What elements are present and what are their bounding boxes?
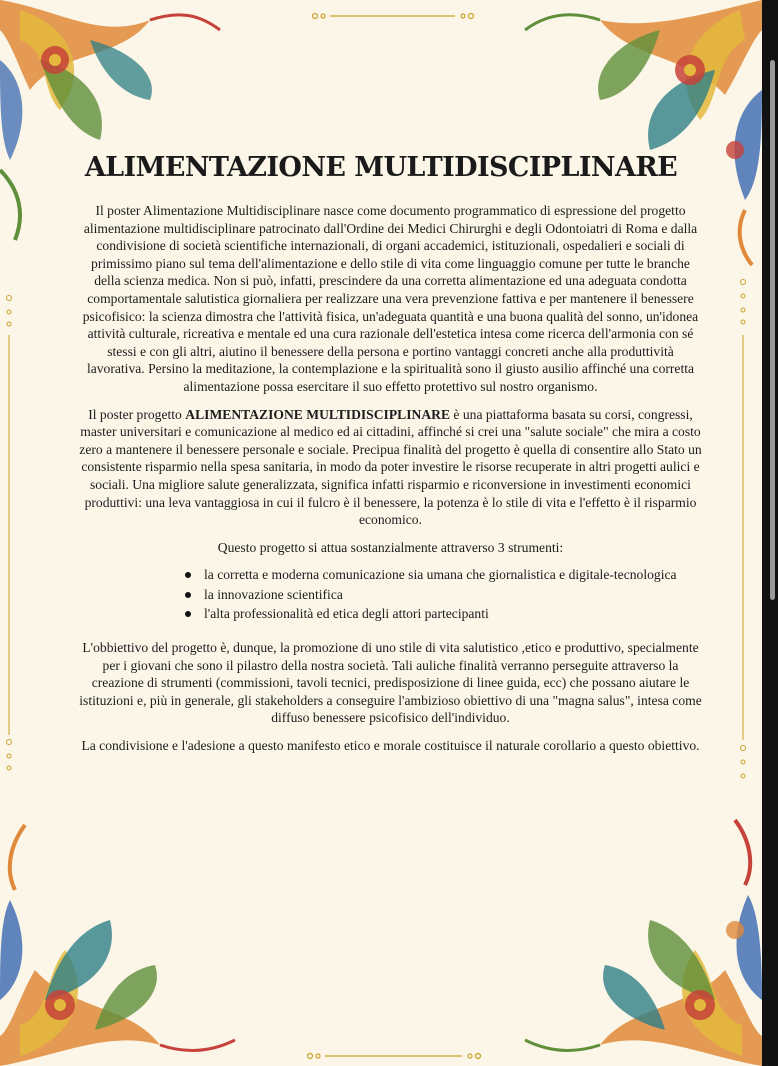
top-rule-ornament xyxy=(313,14,474,19)
bullet-icon xyxy=(185,592,191,598)
paragraph-project-highlight: ALIMENTAZIONE MULTIDISCIPLINARE xyxy=(185,406,451,422)
manifesto-text xyxy=(78,202,703,765)
list-item-text: l'alta professionalità ed etica degli attori partecipanti xyxy=(204,606,489,622)
paragraph-objective: L'obbiettivo del progetto è, dunque, la promozione di uno stile di vita salutistico ,etico e produttivo, specialmente per i giovani che sono il pilastro della nostra società. Tali auliche finalità verranno perseguite attraverso la creazione di strumenti (commissioni, tavoli tecnici, predisposizione di linee guida, ecc) che possano aiutare le istituzioni e, più in generale, gli stakeholders a conseguire l'ambizioso obiettivo di una "magna salus", intesa come diffuso benessere psicofisico dell'individuo. xyxy=(79,640,702,726)
bottom-left-floral-corner xyxy=(0,825,235,1066)
left-bead-ornament xyxy=(7,296,12,771)
paragraph-intro: Il poster Alimentazione Multidisciplinare nasce come documento programmatico di espressione del progetto alimentazione multidisciplinare patrocinato dall'Ordine dei Medici Chirurghi e degli Odontoiatri di Roma e dalla condivisione di società scientifiche internazionali, di organi accademici, istituzionali, ospedalieri e sociali di primissimo piano sul tema dell'alimentazione e dello stile di vita come linguaggio comune per tutte le branche della scienza medica. Non si può, infatti, prescindere da una corretta alimentazione ed una adeguata condotta comportamentale salutistica giornaliera per realizzare una vera prevenzione fattiva e per mantenere il benessere psicofisico: la scienza dimostra che l'attività fisica, un'adeguata quantità e una buona qualità del sonno, un'idonea attività culturale, ricreativa e mentale ed una cura razionale dell'estetica intesa come ricerca dell'armonia con sé stessi e con gli altri, aiutino il benessere della persona e portino vantaggi concreti anche alla produttività lavorativa. Persino la meditazione, la contemplazione e la spiritualità sono il giusto ausilio affinché una corretta alimentazione possa esercitare il suo effetto protettivo sul nostro organismo. xyxy=(82,203,699,394)
scrollbar[interactable] xyxy=(770,60,775,600)
list-item xyxy=(185,605,703,623)
paragraph-closing: La condivisione e l'adesione a questo manifesto etico e morale costituisce il naturale corollario a questo obiettivo. xyxy=(81,738,700,754)
tools-intro: Questo progetto si attua sostanzialmente attraverso 3 strumenti: xyxy=(217,539,564,555)
list-item xyxy=(185,586,703,604)
bottom-rule-ornament xyxy=(308,1054,481,1059)
paragraph-project xyxy=(78,406,703,529)
bottom-right-floral-corner xyxy=(525,820,762,1066)
list-item-text: la innovazione scientifica xyxy=(204,586,343,602)
tools-list xyxy=(78,566,703,623)
bullet-icon xyxy=(185,611,191,617)
list-item-text: la corretta e moderna comunicazione sia umana che giornalistica e digitale-tecnologica xyxy=(204,567,677,583)
page-title: ALIMENTAZIONE MULTIDISCIPLINARE xyxy=(84,152,678,183)
paragraph-project-prefix: Il poster progetto xyxy=(88,406,186,422)
paragraph-project-body: è una piattaforma basata su corsi, congressi, master universitari e comunicazione al medico ed ai cittadini, affinché si crei una "salute sociale" che mira a costo zero a mantenere il benessere personale e sociale. Precipua finalità del progetto è quella di consentire allo Stato un consistente risparmio nella spesa sanitaria, in modo da poter investire le risorse recuperate in altri progetti aulici e sociali. Una migliore salute generalizzata, significa infatti risparmio e riconversione in investimenti economici produttivi: una leva vantaggiosa in cui il fulcro è il benessere, la potenza è lo stile di vita e l'effetto è il risparmio economico. xyxy=(79,406,702,528)
right-bead-ornament xyxy=(741,280,746,779)
list-item xyxy=(185,566,703,584)
bullet-icon xyxy=(185,572,191,578)
